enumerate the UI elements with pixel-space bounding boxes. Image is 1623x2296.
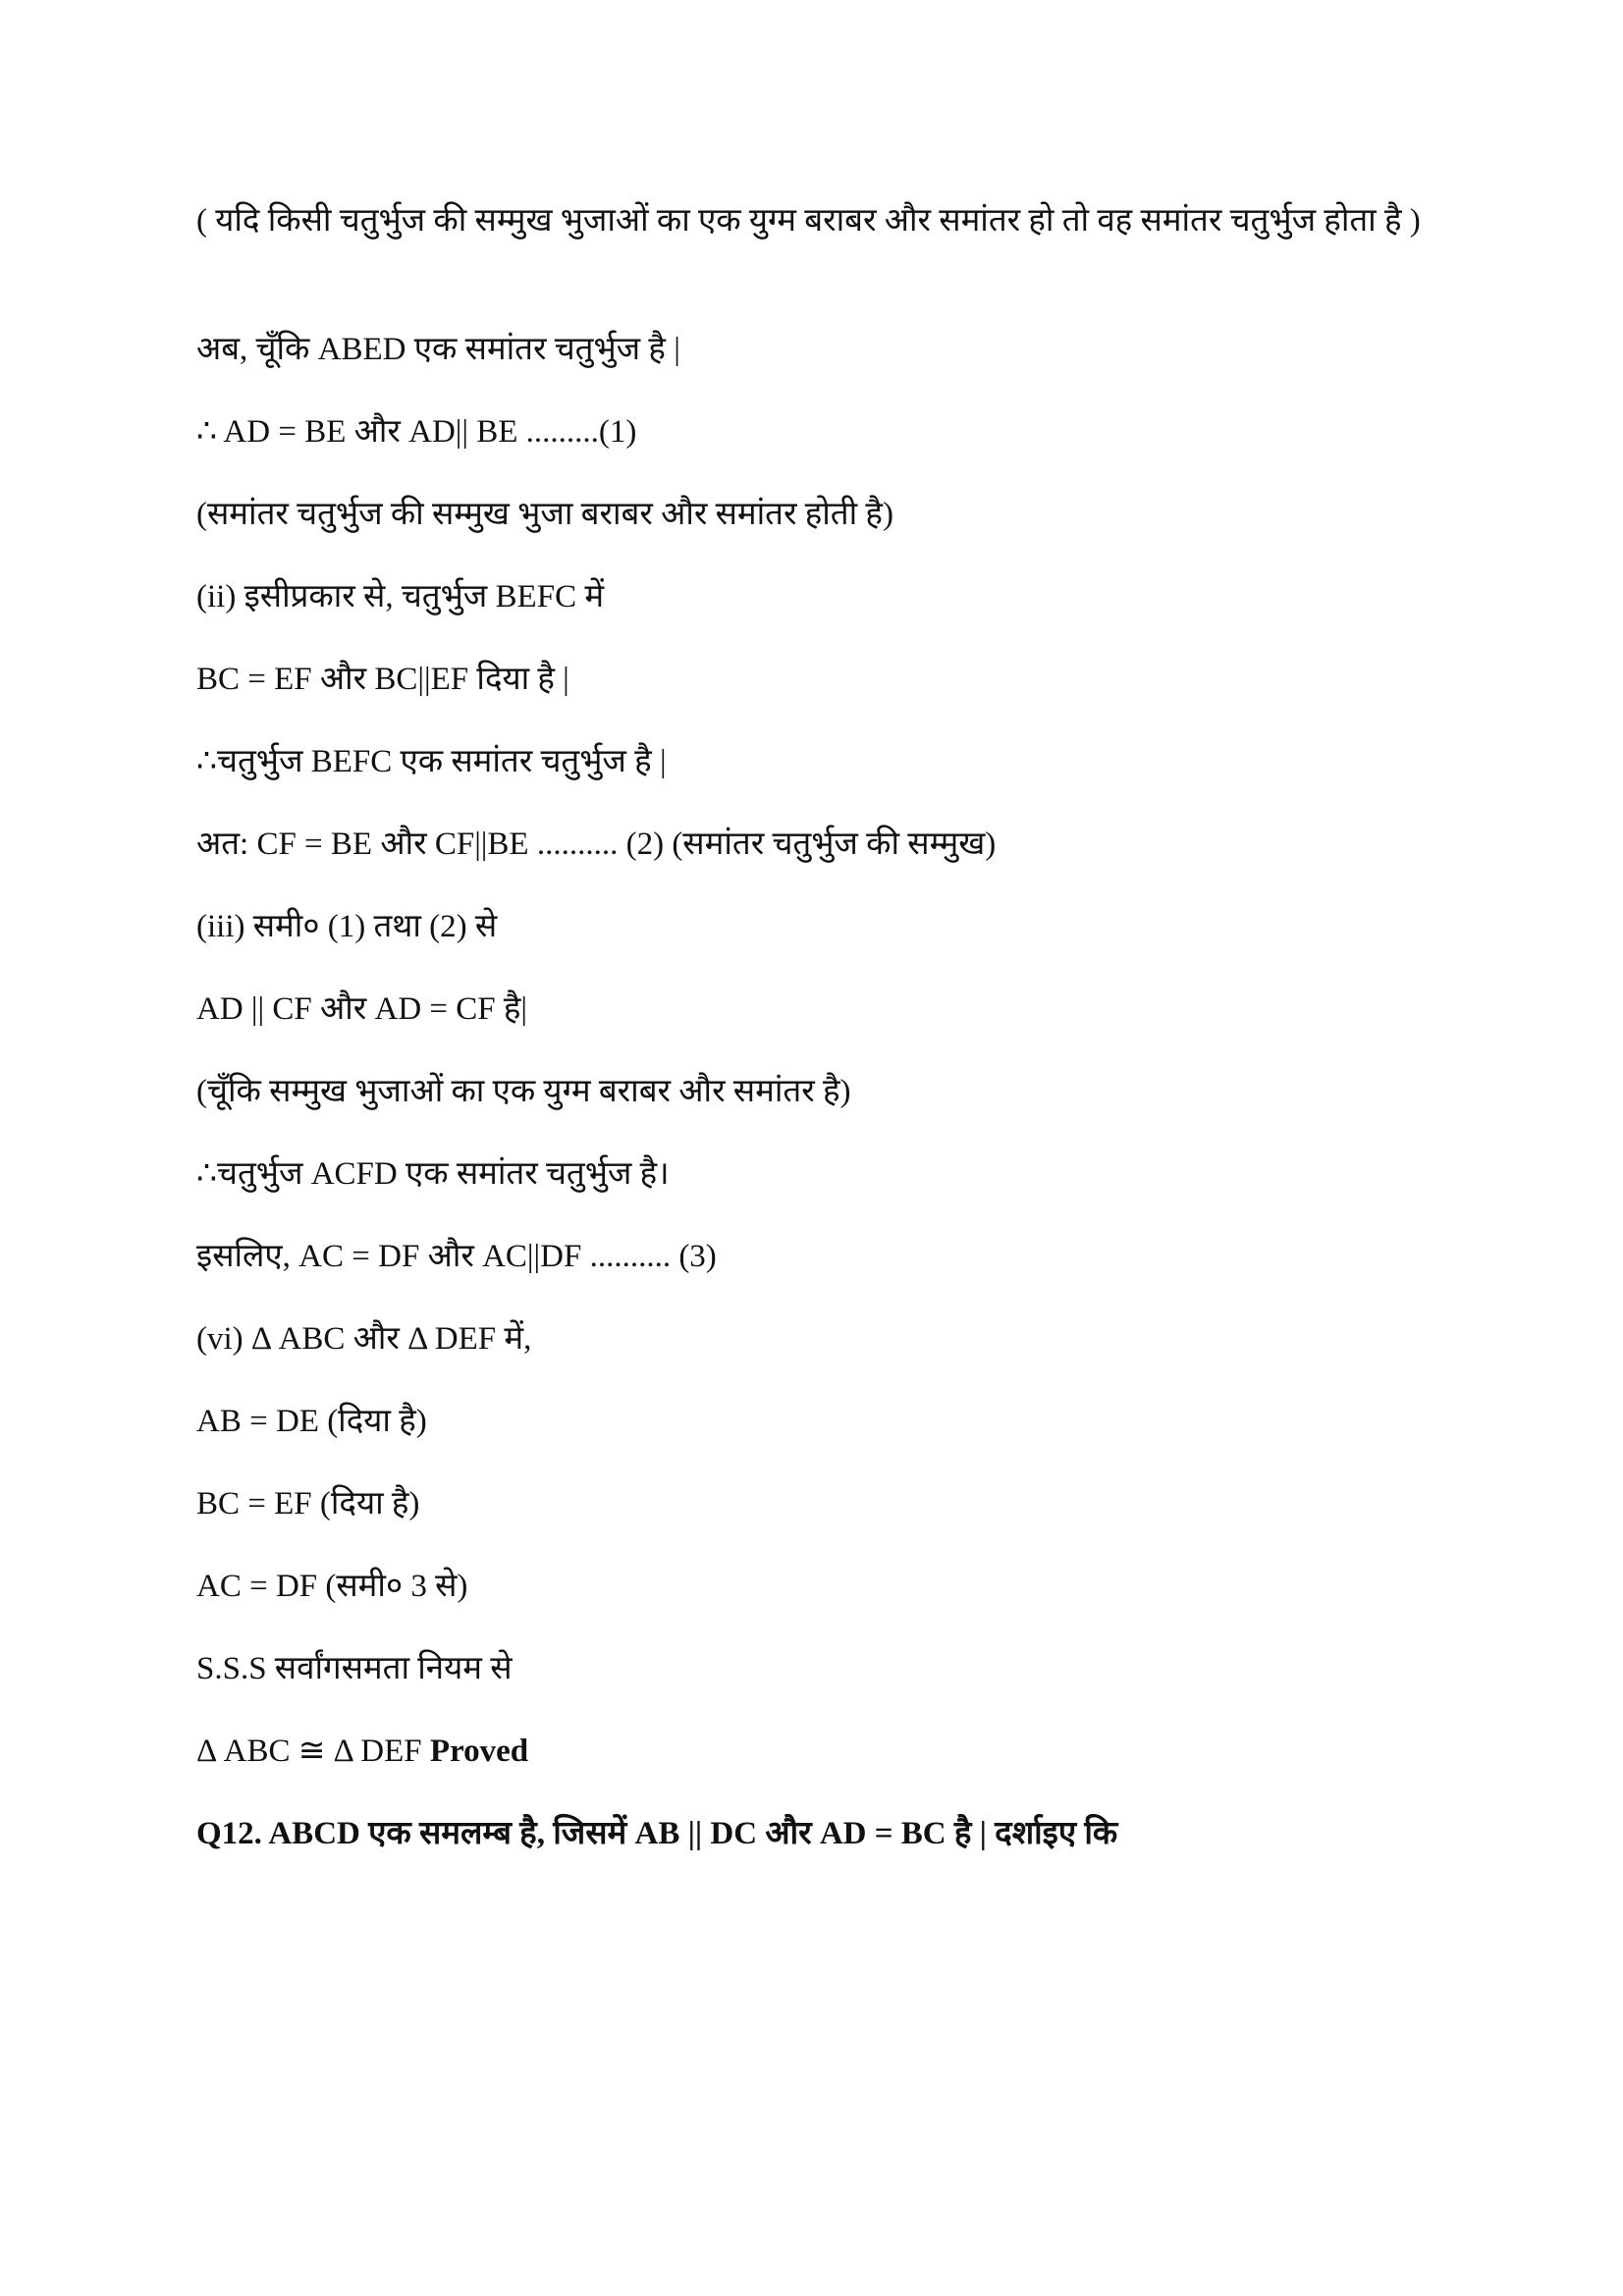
text-line-17: AC = DF (समी० 3 से) <box>196 1569 468 1604</box>
text-line-1: ( यदि किसी चतुर्भुज की सम्मुख भुजाओं का एक युग्म बराबर और समांतर हो तो वह समांतर चतुर्भुज होता है ) <box>196 203 1421 239</box>
text-line-8: अत: CF = BE और CF||BE .......... (2) (समांतर चतुर्भुज की सम्मुख) <box>196 827 997 862</box>
text-line-3: ∴ AD = BE और AD|| BE .........(1) <box>196 414 637 450</box>
text-line-18: S.S.S सर्वांगसमता नियम से <box>196 1651 513 1686</box>
text-line-5: (ii) इसीप्रकार से, चतुर्भुज BEFC में <box>196 579 605 614</box>
text-line-7: ∴चतुर्भुज BEFC एक समांतर चतुर्भुज है | <box>196 744 667 779</box>
text-line-13: इसलिए, AC = DF और AC||DF .......... (3) <box>196 1239 717 1274</box>
congruence-text: Δ ABC ≅ Δ DEF <box>196 1734 422 1769</box>
text-line-15: AB = DE (दिया है) <box>196 1404 427 1439</box>
text-line-2: अब, चूँकि ABED एक समांतर चतुर्भुज है | <box>196 332 680 367</box>
congruence-statement <box>196 1729 1424 1774</box>
proved-label: Proved <box>429 1734 529 1769</box>
text-line-16: BC = EF (दिया है) <box>196 1486 420 1522</box>
text-line-10: AD || CF और AD = CF है| <box>196 991 528 1027</box>
text-line-14: (vi) Δ ABC और Δ DEF में, <box>196 1321 532 1357</box>
text-line-6: BC = EF और BC||EF दिया है | <box>196 662 569 697</box>
text-line-4: (समांतर चतुर्भुज की सम्मुख भुजा बराबर और समांतर होती है) <box>196 497 893 532</box>
text-line-11: (चूँकि सम्मुख भुजाओं का एक युग्म बराबर और समांतर है) <box>196 1074 851 1109</box>
question-12-heading: Q12. ABCD एक समलम्ब है, जिसमें AB || DC और AD = BC है | दर्शाइए कि <box>196 1816 1118 1851</box>
text-line-12: ∴चतुर्भुज ACFD एक समांतर चतुर्भुज है। <box>196 1156 670 1192</box>
text-line-9: (iii) समी० (1) तथा (2) से <box>196 909 498 944</box>
